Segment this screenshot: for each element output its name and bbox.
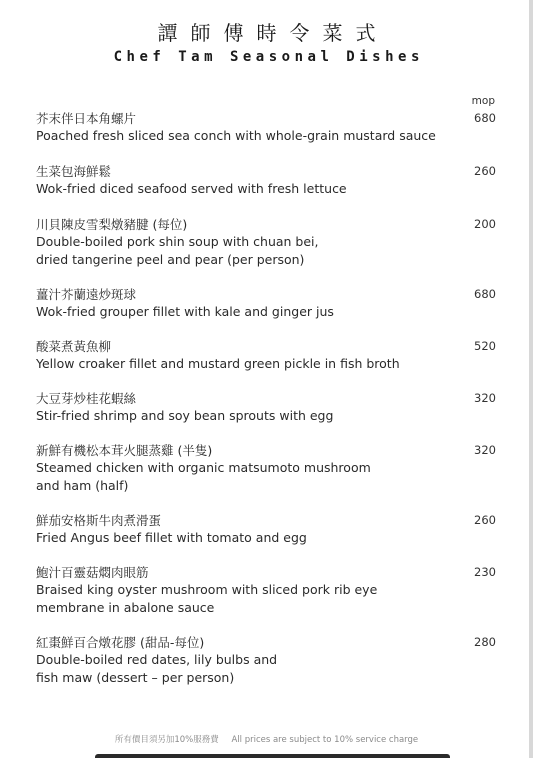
menu-item: [36, 286, 496, 321]
menu-item-list: [36, 110, 496, 687]
menu-item: [36, 442, 496, 495]
item-name-chinese: 新鮮有機松本茸火腿蒸雞 (半隻): [36, 443, 213, 458]
item-price: 680: [474, 287, 496, 301]
item-price: 230: [474, 565, 496, 579]
menu-item: [36, 216, 496, 269]
item-name-chinese: 薑汁芥蘭遠炒斑球: [36, 287, 137, 302]
item-price: 320: [474, 391, 496, 405]
item-name-chinese: 酸菜煮黃魚柳: [36, 339, 112, 354]
menu-item: [36, 163, 496, 198]
menu-item: [36, 110, 496, 145]
item-name-english: Yellow croaker fillet and mustard green pickle in fish broth: [36, 356, 400, 371]
page-edge: [529, 0, 533, 758]
item-price: 320: [474, 443, 496, 457]
item-name-chinese: 川貝陳皮雪梨燉豬腱 (每位): [36, 217, 188, 232]
service-charge-note: [0, 733, 533, 745]
menu-item: [36, 564, 496, 617]
menu-title-english: Chef Tam Seasonal Dishes: [113, 49, 424, 65]
item-name-english: Wok-fried diced seafood served with fresh lettuce: [36, 181, 347, 196]
menu-item: [36, 634, 496, 687]
item-name-english: Poached fresh sliced sea conch with whole-grain mustard sauce: [36, 128, 436, 143]
item-price: 260: [474, 164, 496, 178]
item-price: 260: [474, 513, 496, 527]
item-price: 520: [474, 339, 496, 353]
service-charge-note-english: All prices are subject to 10% service charge: [231, 735, 419, 745]
item-name-english: Braised king oyster mushroom with sliced pork rib eye membrane in abalone sauce: [36, 582, 378, 615]
item-name-chinese: 生菜包海鮮鬆: [36, 164, 112, 179]
menu-item: [36, 390, 496, 425]
item-name-chinese: 鮮茄安格斯牛肉煮滑蛋: [36, 513, 162, 528]
menu-item: [36, 512, 496, 547]
item-price: 680: [474, 111, 496, 125]
menu-item: [36, 338, 496, 373]
item-name-english: Double-boiled red dates, lily bulbs and fish maw (dessert – per person): [36, 652, 278, 685]
item-name-english: Fried Angus beef fillet with tomato and egg: [36, 530, 307, 545]
item-name-english: Steamed chicken with organic matsumoto mushroom and ham (half): [36, 460, 371, 493]
menu-title-chinese: 譚師傅時令菜式: [157, 21, 389, 45]
item-name-english: Stir-fried shrimp and soy bean sprouts with egg: [36, 408, 334, 423]
item-price: 280: [474, 635, 496, 649]
item-name-chinese: 紅棗鮮百合燉花膠 (甜品-每位): [36, 635, 205, 650]
bottom-bar: [95, 754, 450, 758]
item-name-chinese: 芥末伴日本角螺片: [36, 111, 137, 126]
item-name-chinese: 鮑汁百靈菇燜肉眼筋: [36, 565, 149, 580]
service-charge-note-chinese: 所有價目須另加10%服務費: [114, 735, 219, 745]
item-price: 200: [474, 217, 496, 231]
item-name-english: Double-boiled pork shin soup with chuan bei, dried tangerine peel and pear (per person): [36, 234, 319, 267]
item-name-english: Wok-fried grouper fillet with kale and ginger jus: [36, 304, 334, 319]
currency-label: mop: [471, 95, 495, 107]
item-name-chinese: 大豆芽炒桂花蝦絲: [36, 391, 137, 406]
